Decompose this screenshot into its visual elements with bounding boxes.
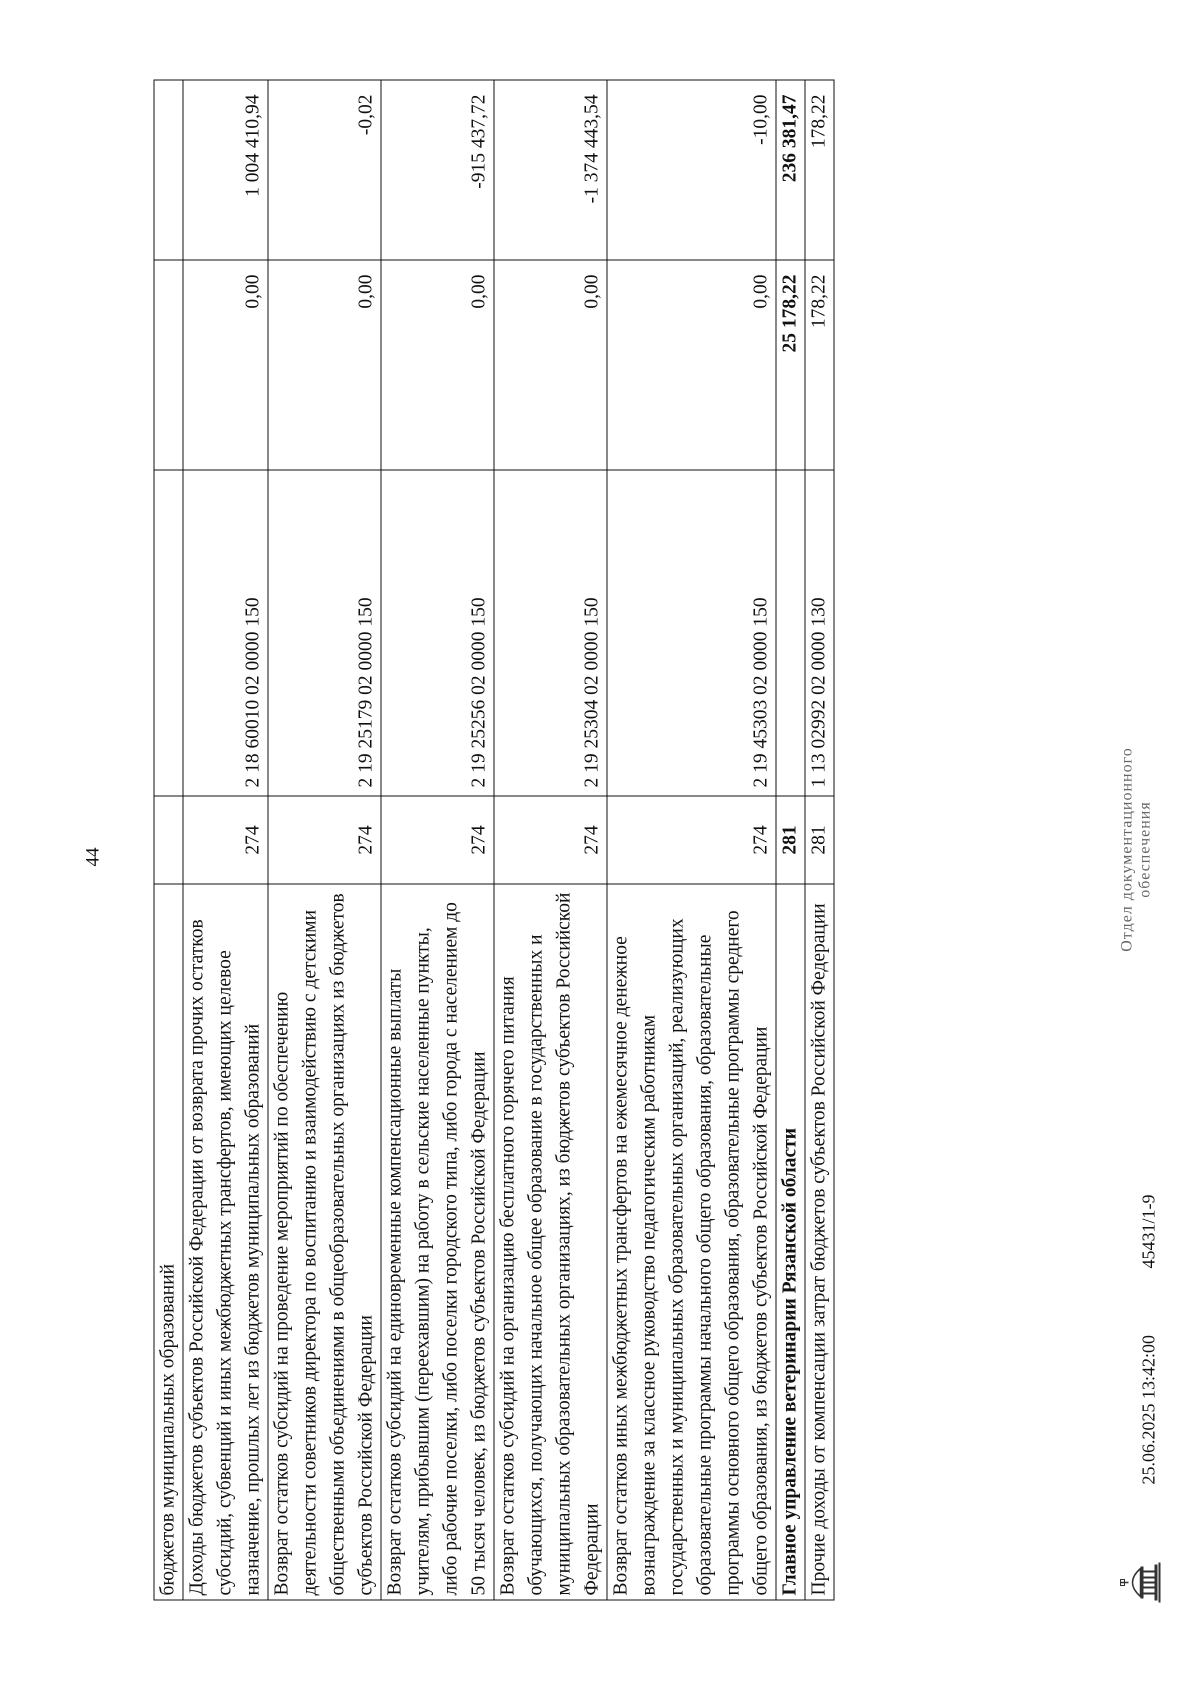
table-row — [154, 80, 183, 1600]
name-cell: Возврат остатков субсидий на единовременные компенсационные выплаты учителям, прибывшим (переехавшим) на работу в сельские населенные пункты, либо рабочие поселки, либо поселки городского типа, либо города с населением до 50 тысяч человек, из бюджетов субъектов Российской Федерации — [381, 884, 494, 1600]
table-row — [776, 80, 805, 1600]
name-cell: Главное управление ветеринарии Рязанской области — [776, 884, 805, 1600]
budget-code-cell: 2 19 25179 02 0000 150 — [268, 470, 381, 796]
plan-amount-cell: 0,00 — [183, 260, 268, 470]
budget-table — [153, 80, 834, 1601]
plan-amount-cell: 0,00 — [381, 260, 494, 470]
page-number: 44 — [82, 847, 103, 867]
table-row — [607, 80, 776, 1600]
fact-amount-cell — [154, 80, 183, 260]
name-cell: Прочие доходы от компенсации затрат бюджетов субъектов Российской Федерации — [805, 884, 834, 1600]
plan-amount-cell: 0,00 — [607, 260, 776, 470]
name-cell: Возврат остатков субсидий на организацию бесплатного горячего питания обучающихся, получающих начальное общее образование в государственных и муниципальных образовательных организациях, из бюджетов субъектов Российской Федерации — [494, 884, 607, 1600]
stamp-line-1: Отдел документационного — [1118, 747, 1135, 952]
plan-amount-cell: 25 178,22 — [776, 260, 805, 470]
budget-code-cell: 2 19 25304 02 0000 150 — [494, 470, 607, 796]
fact-amount-cell: 1 004 410,94 — [183, 80, 268, 260]
fact-amount-cell: -10,00 — [607, 80, 776, 260]
admin-code-cell: 281 — [805, 796, 834, 884]
department-stamp — [1118, 670, 1154, 1030]
budget-code-cell: 2 18 60010 02 0000 150 — [183, 470, 268, 796]
name-cell: Доходы бюджетов субъектов Российской Федерации от возврата прочих остатков субсидий, субвенций и иных межбюджетных трансфертов, имеющих целевое назначение, прошлых лет из бюджетов муниципальных образований — [183, 884, 268, 1600]
duma-building-icon — [1118, 1563, 1162, 1603]
plan-amount-cell: 178,22 — [805, 260, 834, 470]
plan-amount-cell: 0,00 — [268, 260, 381, 470]
budget-code-cell: 1 13 02992 02 0000 130 — [805, 470, 834, 796]
admin-code-cell: 274 — [381, 796, 494, 884]
fact-amount-cell: 236 381,47 — [776, 80, 805, 260]
plan-amount-cell — [154, 260, 183, 470]
table-row — [381, 80, 494, 1600]
fact-amount-cell: -0,02 — [268, 80, 381, 260]
name-cell: Возврат остатков субсидий на проведение мероприятий по обеспечению деятельности советников директора по воспитанию и взаимодействию с детскими общественными объединениями в общеобразовательных организациях из бюджетов субъектов Российской Федерации — [268, 884, 381, 1600]
table-row — [268, 80, 381, 1600]
table-row — [805, 80, 834, 1600]
plan-amount-cell: 0,00 — [494, 260, 607, 470]
budget-code-cell — [154, 470, 183, 796]
budget-code-cell: 2 19 45303 02 0000 150 — [607, 470, 776, 796]
admin-code-cell: 274 — [607, 796, 776, 884]
footer-doc-id: 45431/1-9 — [1138, 1194, 1158, 1269]
admin-code-cell: 281 — [776, 796, 805, 884]
stamp-line-2: обеспечения — [1136, 801, 1153, 898]
admin-code-cell: 274 — [494, 796, 607, 884]
budget-code-cell — [776, 470, 805, 796]
fact-amount-cell: -915 437,72 — [381, 80, 494, 260]
budget-table-body — [154, 80, 834, 1600]
name-cell: Возврат остатков иных межбюджетных трансфертов на ежемесячное денежное вознаграждение за классное руководство педагогическим работникам государственных и муниципальных образовательных организаций, реализующих образовательные программы начального общего образования, образовательные программы основного общего образования, образовательные программы среднего общего образования, из бюджетов субъектов Российской Федерации — [607, 884, 776, 1600]
fact-amount-cell: -1 374 443,54 — [494, 80, 607, 260]
footer-timestamp: 25.06.2025 13:42:00 — [1138, 1334, 1158, 1485]
budget-code-cell: 2 19 25256 02 0000 150 — [381, 470, 494, 796]
table-row — [494, 80, 607, 1600]
admin-code-cell: 274 — [268, 796, 381, 884]
admin-code-cell: 274 — [183, 796, 268, 884]
admin-code-cell — [154, 796, 183, 884]
fact-amount-cell: 178,22 — [805, 80, 834, 260]
name-cell: бюджетов муниципальных образований — [154, 884, 183, 1600]
table-row — [183, 80, 268, 1600]
